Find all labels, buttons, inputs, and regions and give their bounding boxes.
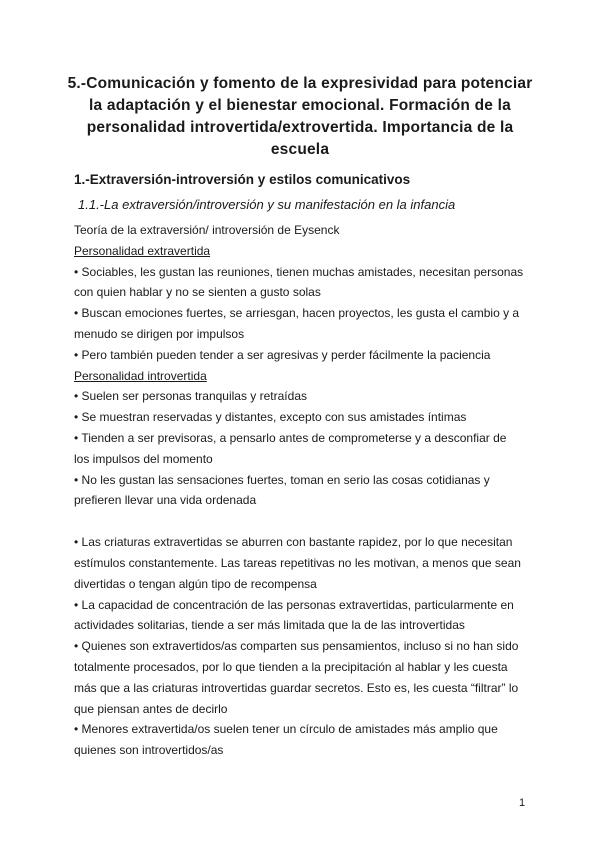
introvert-line: • Se muestran reservadas y distantes, excepto con sus amistades íntimas — [74, 410, 467, 425]
title-line: personalidad introvertida/extrovertida. Importancia de la — [86, 119, 514, 136]
introvert-heading: Personalidad introvertida — [74, 368, 207, 383]
body-text — [74, 220, 534, 761]
extravert-heading: Personalidad extravertida — [74, 243, 211, 258]
subsection-heading: 1.1.-La extraversión/introversión y su manifestación en la infancia — [78, 197, 456, 212]
children-line: actividades solitarias, tiende a ser más limitada que la de las introvertidas — [74, 618, 465, 633]
children-line: totalmente procesados, por lo que tienden a la precipitación al hablar y les cuesta — [74, 659, 508, 674]
children-line: que piensan antes de decirlo — [74, 701, 228, 716]
document-title — [60, 73, 540, 161]
children-line: • Las criaturas extravertidas se aburren con bastante rapidez, por lo que necesitan — [74, 535, 513, 550]
children-line: • Menores extravertida/os suelen tener un círculo de amistades más amplio que — [74, 722, 498, 737]
extravert-line: • Pero también pueden tender a ser agresivas y perder fácilmente la paciencia — [74, 347, 491, 362]
section-heading: 1.-Extraversión-introversión y estilos comunicativos — [74, 172, 411, 187]
children-line: más que a las criaturas introvertidas guardar secretos. Esto es, les cuesta “filtrar” lo — [74, 680, 519, 695]
page-number: 1 — [519, 797, 526, 809]
children-line: divertidas o tengan algún tipo de recompensa — [74, 576, 317, 591]
introvert-line: los impulsos del momento — [74, 451, 213, 466]
theory-line: Teoría de la extraversión/ introversión de Eysenck — [74, 223, 340, 237]
children-line: • Quienes son extravertidos/as comparten sus pensamientos, incluso si no han sido — [74, 639, 519, 654]
introvert-line: • No les gustan las sensaciones fuertes, toman en serio las cosas cotidianas y — [74, 472, 490, 487]
introvert-line: prefieren llevar una vida ordenada — [74, 493, 257, 508]
children-line: quienes son introvertidos/as — [74, 743, 224, 758]
extravert-line: • Buscan emociones fuertes, se arriesgan, hacen proyectos, les gusta el cambio y a — [74, 306, 520, 321]
extravert-line: con quien hablar y no se sienten a gusto solas — [74, 285, 321, 300]
paragraph-gap — [74, 511, 534, 532]
extravert-line: menudo se dirigen por impulsos — [74, 326, 245, 341]
title-line: escuela — [270, 141, 330, 158]
introvert-line: • Suelen ser personas tranquilas y retraídas — [74, 389, 307, 404]
children-line: estímulos constantemente. Las tareas repetitivas no les motivan, a menos que sean — [74, 555, 521, 570]
introvert-line: • Tienden a ser previsoras, a pensarlo antes de comprometerse y a desconfiar de — [74, 430, 507, 445]
title-line: 5.-Comunicación y fomento de la expresividad para potenciar — [67, 75, 533, 92]
extravert-line: • Sociables, les gustan las reuniones, tienen muchas amistades, necesitan personas — [74, 264, 524, 279]
title-line: la adaptación y el bienestar emocional. Formación de la — [89, 97, 511, 114]
children-line: • La capacidad de concentración de las personas extravertidas, particularmente en — [74, 597, 514, 612]
